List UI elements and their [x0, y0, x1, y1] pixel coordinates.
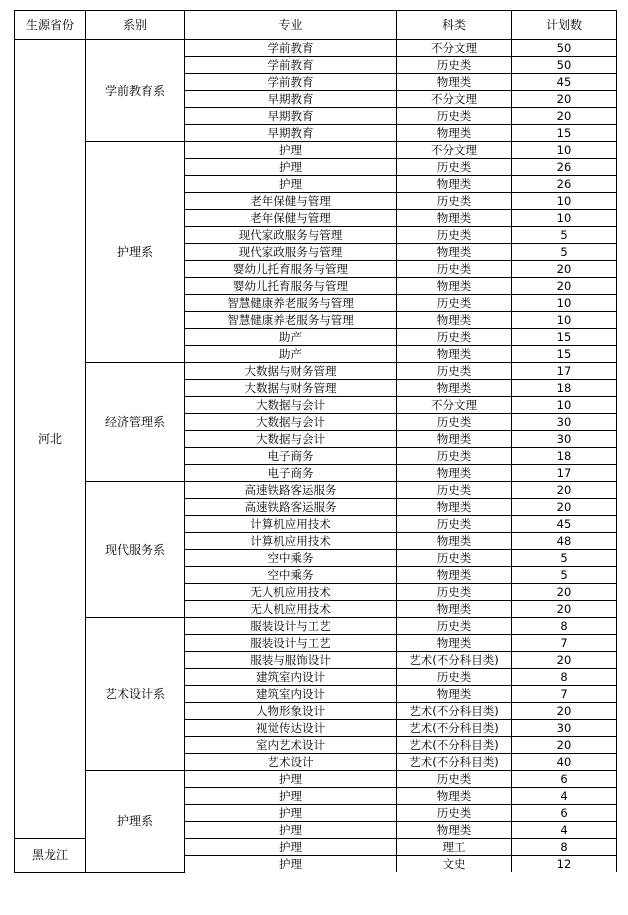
- header-plan: 计划数: [512, 11, 617, 40]
- major-cell: 护理: [185, 788, 397, 805]
- table-row: [15, 363, 617, 380]
- category-cell: 物理类: [397, 346, 512, 363]
- major-cell: 智慧健康养老服务与管理: [185, 295, 397, 312]
- major-cell: 护理: [185, 822, 397, 839]
- major-cell: 电子商务: [185, 465, 397, 482]
- category-cell: 历史类: [397, 57, 512, 74]
- category-cell: 艺术(不分科目类): [397, 652, 512, 669]
- plan-count-cell: 20: [512, 91, 617, 108]
- category-cell: 物理类: [397, 210, 512, 227]
- header-row: [15, 11, 617, 40]
- header-major: 专业: [185, 11, 397, 40]
- plan-count-cell: 48: [512, 533, 617, 550]
- plan-count-cell: 6: [512, 805, 617, 822]
- category-cell: 物理类: [397, 312, 512, 329]
- table-body: [15, 40, 617, 873]
- category-cell: 历史类: [397, 448, 512, 465]
- plan-count-cell: 18: [512, 380, 617, 397]
- major-cell: 学前教育: [185, 57, 397, 74]
- table-row: [15, 40, 617, 57]
- category-cell: 历史类: [397, 516, 512, 533]
- category-cell: 历史类: [397, 193, 512, 210]
- plan-count-cell: 5: [512, 244, 617, 261]
- province-cell: 河北: [15, 40, 86, 839]
- enrollment-plan-table: [14, 10, 617, 873]
- plan-count-cell: 4: [512, 788, 617, 805]
- major-cell: 学前教育: [185, 40, 397, 57]
- category-cell: 历史类: [397, 108, 512, 125]
- category-cell: 不分文理: [397, 40, 512, 57]
- plan-count-cell: 20: [512, 108, 617, 125]
- major-cell: 计算机应用技术: [185, 533, 397, 550]
- plan-count-cell: 20: [512, 499, 617, 516]
- plan-count-cell: 40: [512, 754, 617, 771]
- major-cell: 无人机应用技术: [185, 584, 397, 601]
- plan-count-cell: 18: [512, 448, 617, 465]
- major-cell: 早期教育: [185, 108, 397, 125]
- plan-count-cell: 17: [512, 363, 617, 380]
- category-cell: 物理类: [397, 686, 512, 703]
- major-cell: 现代家政服务与管理: [185, 227, 397, 244]
- major-cell: 空中乘务: [185, 550, 397, 567]
- plan-count-cell: 10: [512, 142, 617, 159]
- category-cell: 历史类: [397, 227, 512, 244]
- table-row: [15, 142, 617, 159]
- plan-count-cell: 8: [512, 618, 617, 635]
- category-cell: 艺术(不分科目类): [397, 754, 512, 771]
- department-cell: 护理系: [86, 771, 185, 873]
- major-cell: 无人机应用技术: [185, 601, 397, 618]
- major-cell: 护理: [185, 159, 397, 176]
- major-cell: 护理: [185, 856, 397, 873]
- plan-count-cell: 12: [512, 856, 617, 873]
- table-row: [15, 482, 617, 499]
- department-cell: 艺术设计系: [86, 618, 185, 771]
- plan-count-cell: 45: [512, 74, 617, 91]
- category-cell: 历史类: [397, 805, 512, 822]
- category-cell: 物理类: [397, 380, 512, 397]
- plan-count-cell: 5: [512, 550, 617, 567]
- category-cell: 艺术(不分科目类): [397, 703, 512, 720]
- header-category: 科类: [397, 11, 512, 40]
- category-cell: 物理类: [397, 499, 512, 516]
- category-cell: 理工: [397, 839, 512, 856]
- category-cell: 物理类: [397, 278, 512, 295]
- major-cell: 建筑室内设计: [185, 669, 397, 686]
- plan-count-cell: 17: [512, 465, 617, 482]
- province-cell: 黑龙江: [15, 839, 86, 873]
- major-cell: 服装与服饰设计: [185, 652, 397, 669]
- major-cell: 老年保健与管理: [185, 193, 397, 210]
- plan-count-cell: 10: [512, 193, 617, 210]
- category-cell: 历史类: [397, 618, 512, 635]
- category-cell: 物理类: [397, 125, 512, 142]
- department-cell: 现代服务系: [86, 482, 185, 618]
- major-cell: 大数据与会计: [185, 431, 397, 448]
- plan-count-cell: 20: [512, 737, 617, 754]
- plan-count-cell: 30: [512, 414, 617, 431]
- category-cell: 历史类: [397, 550, 512, 567]
- major-cell: 电子商务: [185, 448, 397, 465]
- plan-count-cell: 7: [512, 635, 617, 652]
- major-cell: 婴幼儿托育服务与管理: [185, 278, 397, 295]
- category-cell: 物理类: [397, 431, 512, 448]
- header-province: 生源省份: [15, 11, 86, 40]
- major-cell: 空中乘务: [185, 567, 397, 584]
- plan-count-cell: 20: [512, 703, 617, 720]
- major-cell: 服装设计与工艺: [185, 618, 397, 635]
- major-cell: 视觉传达设计: [185, 720, 397, 737]
- major-cell: 艺术设计: [185, 754, 397, 771]
- category-cell: 物理类: [397, 74, 512, 91]
- major-cell: 现代家政服务与管理: [185, 244, 397, 261]
- category-cell: 历史类: [397, 329, 512, 346]
- department-cell: 经济管理系: [86, 363, 185, 482]
- category-cell: 物理类: [397, 788, 512, 805]
- plan-count-cell: 20: [512, 601, 617, 618]
- plan-count-cell: 10: [512, 210, 617, 227]
- major-cell: 早期教育: [185, 125, 397, 142]
- major-cell: 婴幼儿托育服务与管理: [185, 261, 397, 278]
- header-department: 系别: [86, 11, 185, 40]
- major-cell: 学前教育: [185, 74, 397, 91]
- plan-count-cell: 15: [512, 125, 617, 142]
- plan-count-cell: 50: [512, 57, 617, 74]
- enrollment-plan-table-container: [14, 10, 617, 873]
- category-cell: 艺术(不分科目类): [397, 720, 512, 737]
- plan-count-cell: 45: [512, 516, 617, 533]
- category-cell: 物理类: [397, 176, 512, 193]
- major-cell: 护理: [185, 176, 397, 193]
- major-cell: 服装设计与工艺: [185, 635, 397, 652]
- major-cell: 计算机应用技术: [185, 516, 397, 533]
- plan-count-cell: 8: [512, 839, 617, 856]
- major-cell: 助产: [185, 346, 397, 363]
- plan-count-cell: 30: [512, 720, 617, 737]
- category-cell: 物理类: [397, 244, 512, 261]
- category-cell: 不分文理: [397, 397, 512, 414]
- major-cell: 护理: [185, 142, 397, 159]
- major-cell: 大数据与财务管理: [185, 380, 397, 397]
- category-cell: 物理类: [397, 822, 512, 839]
- major-cell: 室内艺术设计: [185, 737, 397, 754]
- plan-count-cell: 20: [512, 261, 617, 278]
- major-cell: 高速铁路客运服务: [185, 499, 397, 516]
- plan-count-cell: 50: [512, 40, 617, 57]
- plan-count-cell: 15: [512, 329, 617, 346]
- category-cell: 文史: [397, 856, 512, 873]
- table-row: [15, 771, 617, 788]
- plan-count-cell: 7: [512, 686, 617, 703]
- category-cell: 历史类: [397, 261, 512, 278]
- plan-count-cell: 26: [512, 159, 617, 176]
- major-cell: 护理: [185, 839, 397, 856]
- major-cell: 老年保健与管理: [185, 210, 397, 227]
- category-cell: 历史类: [397, 584, 512, 601]
- department-cell: 学前教育系: [86, 40, 185, 142]
- category-cell: 物理类: [397, 465, 512, 482]
- major-cell: 护理: [185, 805, 397, 822]
- department-cell: 护理系: [86, 142, 185, 363]
- category-cell: 物理类: [397, 635, 512, 652]
- category-cell: 不分文理: [397, 91, 512, 108]
- major-cell: 人物形象设计: [185, 703, 397, 720]
- category-cell: 历史类: [397, 482, 512, 499]
- category-cell: 历史类: [397, 363, 512, 380]
- category-cell: 历史类: [397, 295, 512, 312]
- plan-count-cell: 26: [512, 176, 617, 193]
- category-cell: 历史类: [397, 414, 512, 431]
- major-cell: 建筑室内设计: [185, 686, 397, 703]
- category-cell: 物理类: [397, 567, 512, 584]
- major-cell: 大数据与会计: [185, 397, 397, 414]
- plan-count-cell: 20: [512, 278, 617, 295]
- category-cell: 历史类: [397, 771, 512, 788]
- major-cell: 智慧健康养老服务与管理: [185, 312, 397, 329]
- category-cell: 物理类: [397, 533, 512, 550]
- plan-count-cell: 20: [512, 584, 617, 601]
- plan-count-cell: 15: [512, 346, 617, 363]
- major-cell: 护理: [185, 771, 397, 788]
- plan-count-cell: 20: [512, 482, 617, 499]
- major-cell: 高速铁路客运服务: [185, 482, 397, 499]
- plan-count-cell: 8: [512, 669, 617, 686]
- plan-count-cell: 20: [512, 652, 617, 669]
- category-cell: 艺术(不分科目类): [397, 737, 512, 754]
- major-cell: 早期教育: [185, 91, 397, 108]
- plan-count-cell: 10: [512, 312, 617, 329]
- plan-count-cell: 6: [512, 771, 617, 788]
- plan-count-cell: 10: [512, 397, 617, 414]
- category-cell: 不分文理: [397, 142, 512, 159]
- category-cell: 物理类: [397, 601, 512, 618]
- category-cell: 历史类: [397, 669, 512, 686]
- plan-count-cell: 10: [512, 295, 617, 312]
- table-row: [15, 618, 617, 635]
- plan-count-cell: 5: [512, 567, 617, 584]
- plan-count-cell: 5: [512, 227, 617, 244]
- plan-count-cell: 4: [512, 822, 617, 839]
- category-cell: 历史类: [397, 159, 512, 176]
- plan-count-cell: 30: [512, 431, 617, 448]
- major-cell: 助产: [185, 329, 397, 346]
- major-cell: 大数据与财务管理: [185, 363, 397, 380]
- major-cell: 大数据与会计: [185, 414, 397, 431]
